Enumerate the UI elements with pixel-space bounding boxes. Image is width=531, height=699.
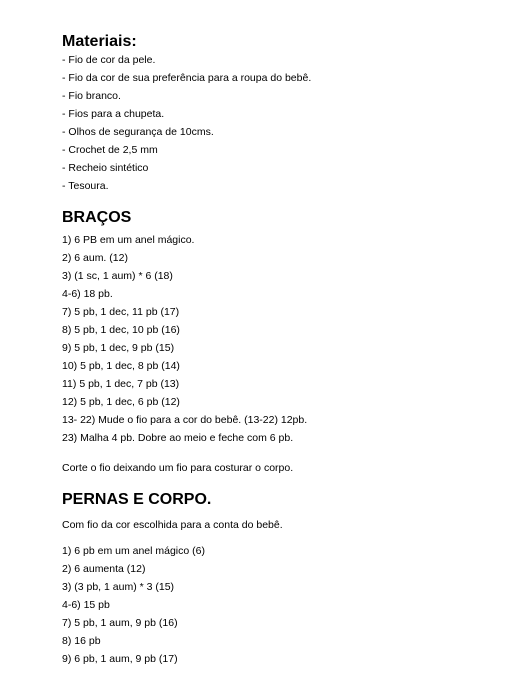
materials-item: - Fios para a chupeta.: [62, 108, 165, 120]
bracos-steps: [62, 234, 512, 445]
pernas-step: 7) 5 pb, 1 aum, 9 pb (16): [62, 617, 178, 629]
pernas-step: 9) 6 pb, 1 aum, 9 pb (17): [62, 653, 178, 665]
bracos-step: 11) 5 pb, 1 dec, 7 pb (13): [62, 378, 180, 390]
pernas-heading: PERNAS E CORPO.: [62, 491, 212, 508]
materials-section: [62, 30, 512, 198]
pernas-steps: [62, 545, 512, 666]
materials-item: - Fio de cor da pele.: [62, 54, 156, 66]
pernas-intro: Com fio da cor escolhida para a conta do bebê.: [62, 519, 283, 531]
materials-item: - Fio branco.: [62, 90, 121, 102]
pernas-step: 8) 16 pb: [62, 635, 101, 647]
bracos-step: 8) 5 pb, 1 dec, 10 pb (16): [62, 324, 180, 336]
materials-item: - Recheio sintético: [62, 162, 149, 174]
materials-heading: Materiais:: [62, 33, 137, 50]
materials-item: - Olhos de segurança de 10cms.: [62, 126, 214, 138]
materials-item: - Fio da cor de sua preferência para a roupa do bebê.: [62, 72, 312, 84]
pernas-step: 2) 6 aumenta (12): [62, 563, 146, 575]
bracos-section: [62, 208, 512, 475]
bracos-heading: BRAÇOS: [62, 209, 132, 226]
pernas-section: [62, 490, 512, 671]
bracos-step: 12) 5 pb, 1 dec, 6 pb (12): [62, 396, 180, 408]
pernas-step: 1) 6 pb em um anel mágico (6): [62, 545, 205, 557]
bracos-step: 9) 5 pb, 1 dec, 9 pb (15): [62, 342, 175, 354]
bracos-step: 13- 22) Mude o fio para a cor do bebê. (13-22) 12pb.: [62, 414, 308, 426]
materials-item: - Tesoura.: [62, 180, 109, 192]
bracos-step: 23) Malha 4 pb. Dobre ao meio e feche com 6 pb.: [62, 432, 294, 444]
materials-item: - Crochet de 2,5 mm: [62, 144, 158, 156]
bracos-step: 10) 5 pb, 1 dec, 8 pb (14): [62, 360, 180, 372]
bracos-step: 7) 5 pb, 1 dec, 11 pb (17): [62, 306, 180, 318]
materials-list: [62, 54, 512, 193]
bracos-step: 2) 6 aum. (12): [62, 252, 128, 264]
pernas-step: 4-6) 15 pb: [62, 599, 110, 611]
bracos-note: Corte o fio deixando um fio para costurar o corpo.: [62, 462, 294, 474]
bracos-step: 3) (1 sc, 1 aum) * 6 (18): [62, 270, 173, 282]
bracos-step: 4-6) 18 pb.: [62, 288, 113, 300]
bracos-step: 1) 6 PB em um anel mágico.: [62, 234, 195, 246]
pernas-step: 3) (3 pb, 1 aum) * 3 (15): [62, 581, 175, 593]
